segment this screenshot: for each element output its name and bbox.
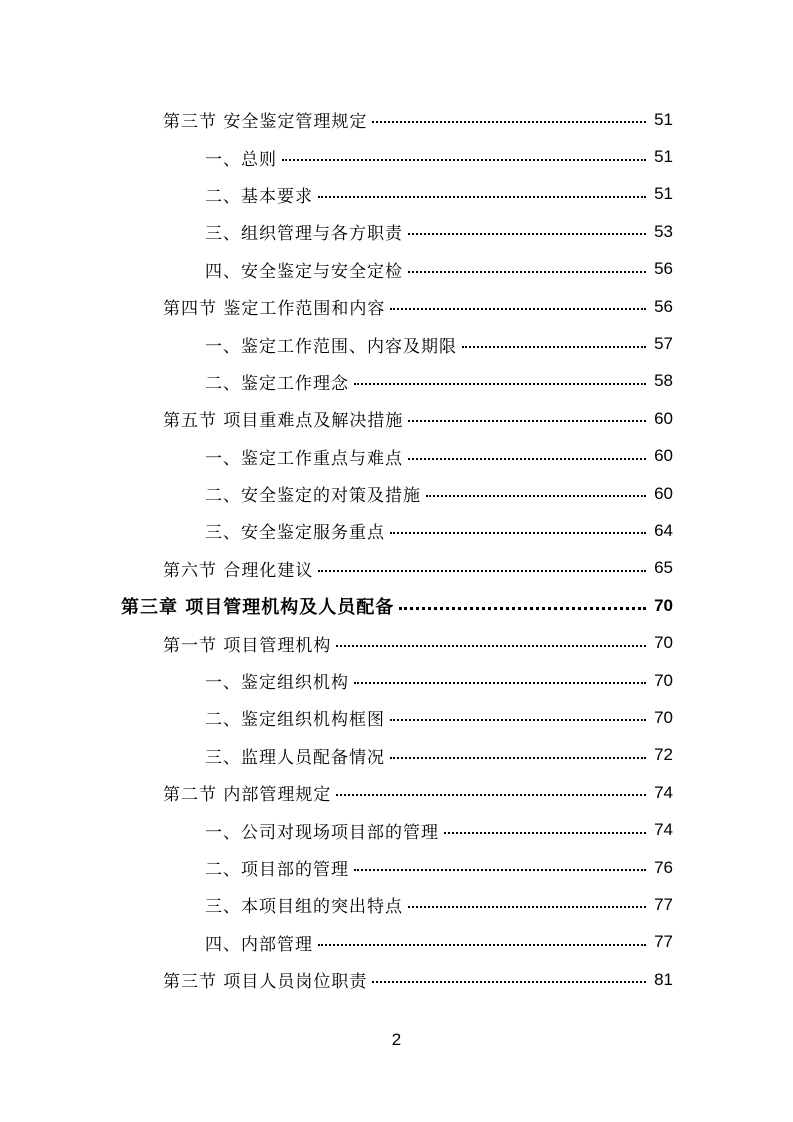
toc-entry-label: 二、鉴定组织机构框图 (205, 710, 385, 731)
toc-entry-label: 三、安全鉴定服务重点 (205, 523, 385, 544)
toc-leader-dots (390, 291, 646, 310)
toc-entry-label: 二、安全鉴定的对策及措施 (205, 486, 421, 507)
toc-subsection-entry[interactable] (205, 924, 673, 961)
toc-entry-page: 74 (654, 820, 673, 840)
toc-entry-page: 74 (654, 782, 673, 802)
toc-subsection-entry[interactable] (205, 662, 673, 699)
toc-entry-page: 53 (654, 221, 673, 241)
toc-leader-dots (426, 478, 646, 497)
toc-subsection-entry[interactable] (205, 849, 673, 886)
toc-entry-label: 一、鉴定工作范围、内容及期限 (205, 336, 457, 357)
toc-entry-page: 51 (654, 147, 673, 167)
toc-entry-label: 第三章 项目管理机构及人员配备 (121, 596, 395, 618)
toc-leader-dots (390, 702, 646, 721)
toc-entry-page: 70 (654, 595, 673, 615)
toc-leader-dots (399, 589, 646, 610)
toc-leader-dots (390, 740, 646, 759)
toc-leader-dots (444, 815, 646, 834)
toc-subsection-entry[interactable] (205, 138, 673, 175)
toc-entry-page: 60 (654, 408, 673, 428)
toc-entry-label: 一、总则 (205, 149, 277, 170)
toc-entry-page: 58 (654, 371, 673, 391)
table-of-contents (0, 101, 793, 998)
toc-entry-label: 二、鉴定工作理念 (205, 373, 349, 394)
toc-entry-label: 第三节 安全鉴定管理规定 (163, 112, 368, 133)
toc-entry-page: 56 (654, 259, 673, 279)
toc-entry-page: 65 (654, 558, 673, 578)
toc-subsection-entry[interactable] (205, 213, 673, 250)
toc-entry-page: 60 (654, 446, 673, 466)
toc-leader-dots (408, 403, 646, 422)
toc-leader-dots (372, 104, 646, 123)
toc-entry-label: 第一节 项目管理机构 (163, 635, 332, 656)
toc-entry-label: 三、组织管理与各方职责 (205, 224, 403, 245)
toc-entry-label: 二、项目部的管理 (205, 860, 349, 880)
page-number: 2 (391, 1030, 402, 1049)
toc-entry-page: 57 (654, 334, 673, 354)
toc-entry-page: 51 (654, 109, 673, 129)
toc-section-entry[interactable] (163, 624, 673, 661)
toc-section-entry[interactable] (163, 400, 673, 437)
toc-entry-page: 70 (654, 707, 673, 727)
toc-entry-page: 76 (654, 857, 673, 877)
toc-leader-dots (354, 852, 646, 871)
toc-leader-dots (318, 553, 646, 572)
toc-entry-label: 一、鉴定组织机构 (205, 673, 349, 694)
toc-entry-page: 70 (654, 633, 673, 653)
toc-entry-label: 四、安全鉴定与安全定检 (205, 261, 403, 282)
toc-leader-dots (408, 216, 646, 235)
toc-subsection-entry[interactable] (205, 475, 673, 512)
toc-subsection-entry[interactable] (205, 251, 673, 288)
toc-subsection-entry[interactable] (205, 176, 673, 213)
toc-subsection-entry[interactable] (205, 438, 673, 475)
toc-leader-dots (390, 515, 646, 534)
toc-section-entry[interactable] (163, 550, 673, 587)
toc-entry-label: 第二节 内部管理规定 (163, 785, 332, 806)
toc-entry-label: 一、鉴定工作重点与难点 (205, 448, 403, 469)
toc-subsection-entry[interactable] (205, 512, 673, 549)
toc-entry-page: 60 (654, 483, 673, 503)
toc-subsection-entry[interactable] (205, 363, 673, 400)
toc-leader-dots (336, 777, 646, 796)
toc-entry-label: 三、监理人员配备情况 (205, 747, 385, 768)
toc-entry-label: 第四节 鉴定工作范围和内容 (163, 299, 386, 320)
toc-entry-page: 77 (654, 932, 673, 952)
toc-leader-dots (408, 441, 646, 460)
toc-entry-label: 第五节 项目重难点及解决措施 (163, 411, 404, 432)
toc-subsection-entry[interactable] (205, 737, 673, 774)
toc-leader-dots (408, 889, 646, 908)
toc-subsection-entry[interactable] (205, 886, 673, 923)
toc-entry-page: 81 (654, 969, 673, 989)
toc-leader-dots (354, 665, 646, 684)
toc-leader-dots (408, 254, 646, 273)
toc-entry-label: 四、内部管理 (205, 934, 313, 955)
toc-leader-dots (318, 179, 646, 198)
toc-entry-label: 第六节 合理化建议 (163, 560, 314, 581)
toc-entry-label: 第三节 项目人员岗位职责 (163, 972, 368, 993)
toc-entry-page: 51 (654, 184, 673, 204)
toc-entry-label: 一、公司对现场项目部的管理 (205, 822, 439, 843)
toc-leader-dots (282, 142, 646, 161)
toc-chapter-entry[interactable] (121, 587, 673, 624)
toc-section-entry[interactable] (163, 961, 673, 998)
toc-entry-page: 56 (654, 296, 673, 316)
toc-subsection-entry[interactable] (205, 699, 673, 736)
toc-entry-label: 二、基本要求 (205, 186, 313, 207)
toc-entry-label: 三、本项目组的突出特点 (205, 897, 403, 918)
toc-leader-dots (462, 329, 646, 348)
toc-leader-dots (354, 366, 646, 385)
toc-leader-dots (336, 628, 646, 647)
toc-section-entry[interactable] (163, 288, 673, 325)
toc-subsection-entry[interactable] (205, 811, 673, 848)
toc-section-entry[interactable] (163, 774, 673, 811)
toc-entry-page: 64 (654, 520, 673, 540)
toc-entry-page: 70 (654, 670, 673, 690)
toc-entry-page: 77 (654, 894, 673, 914)
toc-entry-page: 72 (654, 745, 673, 765)
toc-section-entry[interactable] (163, 101, 673, 138)
toc-leader-dots (372, 964, 646, 983)
toc-leader-dots (318, 927, 646, 946)
toc-subsection-entry[interactable] (205, 325, 673, 362)
